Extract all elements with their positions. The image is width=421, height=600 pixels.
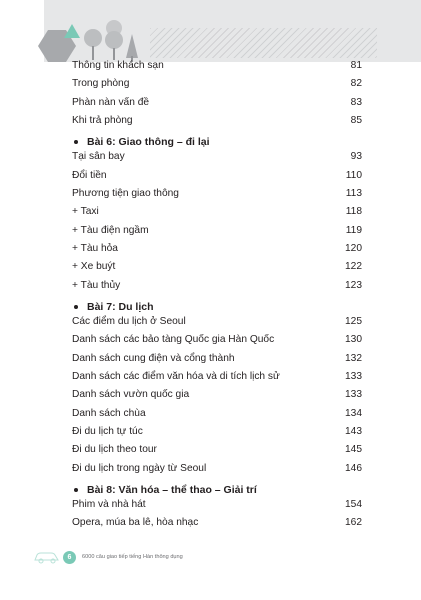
toc-entry (72, 389, 362, 407)
section-title: Bài 8: Văn hóa – thể thao – Giải trí (87, 483, 257, 496)
toc-entry (72, 463, 362, 481)
toc-entry-page: 81 (350, 60, 362, 71)
toc-entry-title: + Tàu thủy (72, 279, 121, 291)
toc-entry-title: + Tàu điện ngầm (72, 224, 149, 236)
toc-entry-page: 130 (345, 334, 362, 346)
bullet-icon (74, 488, 78, 492)
section-title: Bài 6: Giao thông – đi lại (87, 136, 210, 149)
toc-entry-title: Danh sách cung điện và cổng thành (72, 352, 235, 364)
toc-entry (72, 280, 362, 298)
toc-entry-title: Khi trả phòng (72, 114, 133, 126)
toc-entry-page: 119 (345, 224, 362, 236)
toc-entry-page: 122 (345, 261, 362, 273)
toc-entry-page: 132 (345, 352, 362, 364)
toc-entry (72, 97, 362, 115)
toc-section-heading (72, 133, 362, 151)
toc-entry-page: 143 (345, 425, 362, 437)
toc-entry (72, 444, 362, 462)
toc-entry-page: 146 (345, 462, 362, 474)
table-of-contents (72, 60, 362, 536)
toc-entry-page: 83 (350, 96, 362, 108)
toc-section-heading (72, 481, 362, 499)
toc-entry (72, 499, 362, 517)
toc-entry-page: 123 (345, 279, 362, 291)
toc-entry-title: + Taxi (72, 206, 99, 218)
bullet-icon (74, 305, 78, 309)
toc-entry-title: Phim và nhà hát (72, 499, 146, 511)
toc-entry (72, 316, 362, 334)
toc-entry (72, 408, 362, 426)
section-title: Bài 7: Du lịch (87, 301, 154, 313)
toc-entry (72, 517, 362, 535)
footer (33, 549, 183, 565)
toc-entry-title: Trong phòng (72, 78, 130, 90)
toc-entry (72, 78, 362, 96)
toc-entry (72, 60, 362, 78)
header-hatch-pattern (150, 28, 377, 58)
bullet-icon (74, 140, 78, 144)
toc-entry-title: Đổi tiền (72, 169, 107, 181)
toc-entry (72, 261, 362, 279)
toc-entry (72, 115, 362, 133)
toc-entry (72, 334, 362, 352)
toc-entry-page: 145 (345, 444, 362, 456)
toc-entry-page: 134 (345, 407, 362, 419)
toc-entry-title: + Tàu hỏa (72, 242, 118, 254)
toc-entry-title: Danh sách các bảo tàng Quốc gia Hàn Quốc (72, 334, 275, 346)
toc-entry (72, 188, 362, 206)
toc-entry-page: 120 (345, 242, 362, 254)
toc-entry (72, 225, 362, 243)
toc-entry-title: Đi du lịch tự túc (72, 425, 143, 437)
toc-entry-page: 85 (350, 114, 362, 126)
toc-entry-page: 133 (345, 371, 362, 383)
toc-entry-page: 93 (350, 151, 362, 163)
toc-entry (72, 353, 362, 371)
toc-entry-title: Tại sân bay (72, 151, 125, 163)
car-icon (33, 550, 61, 564)
toc-entry-title: Phương tiện giao thông (72, 188, 179, 200)
toc-entry-title: Danh sách vườn quốc gia (72, 389, 190, 401)
toc-entry-page: 133 (345, 389, 362, 401)
toc-entry-page: 162 (345, 517, 362, 529)
toc-entry-page: 154 (345, 499, 362, 511)
toc-entry (72, 206, 362, 224)
toc-entry (72, 371, 362, 389)
toc-entry-title: Opera, múa ba lê, hòa nhạc (72, 517, 199, 529)
toc-entry-page: 118 (345, 206, 362, 218)
toc-entry (72, 426, 362, 444)
toc-entry-page: 113 (345, 188, 362, 200)
toc-entry-title: Danh sách các điểm văn hóa và di tích lịch sử (72, 371, 280, 383)
page-number: 6 (63, 551, 76, 564)
toc-entry-title: Danh sách chùa (72, 407, 146, 419)
toc-entry-title: Thông tin khách sạn (72, 60, 164, 71)
toc-entry-page: 110 (345, 169, 362, 181)
book-title: 6000 câu giao tiếp tiếng Hàn thông dụng (82, 554, 183, 560)
toc-entry-title: + Xe buýt (72, 261, 116, 273)
toc-entry-title: Phàn nàn vấn đề (72, 96, 150, 108)
toc-entry-title: Đi du lịch trong ngày từ Seoul (72, 462, 207, 474)
toc-entry (72, 243, 362, 261)
toc-entry (72, 170, 362, 188)
toc-entry (72, 151, 362, 169)
toc-entry-title: Các điểm du lịch ở Seoul (72, 316, 186, 328)
toc-entry-title: Đi du lịch theo tour (72, 444, 157, 456)
toc-section-heading (72, 298, 362, 316)
toc-entry-page: 125 (345, 316, 362, 328)
toc-entry-page: 82 (350, 78, 362, 90)
